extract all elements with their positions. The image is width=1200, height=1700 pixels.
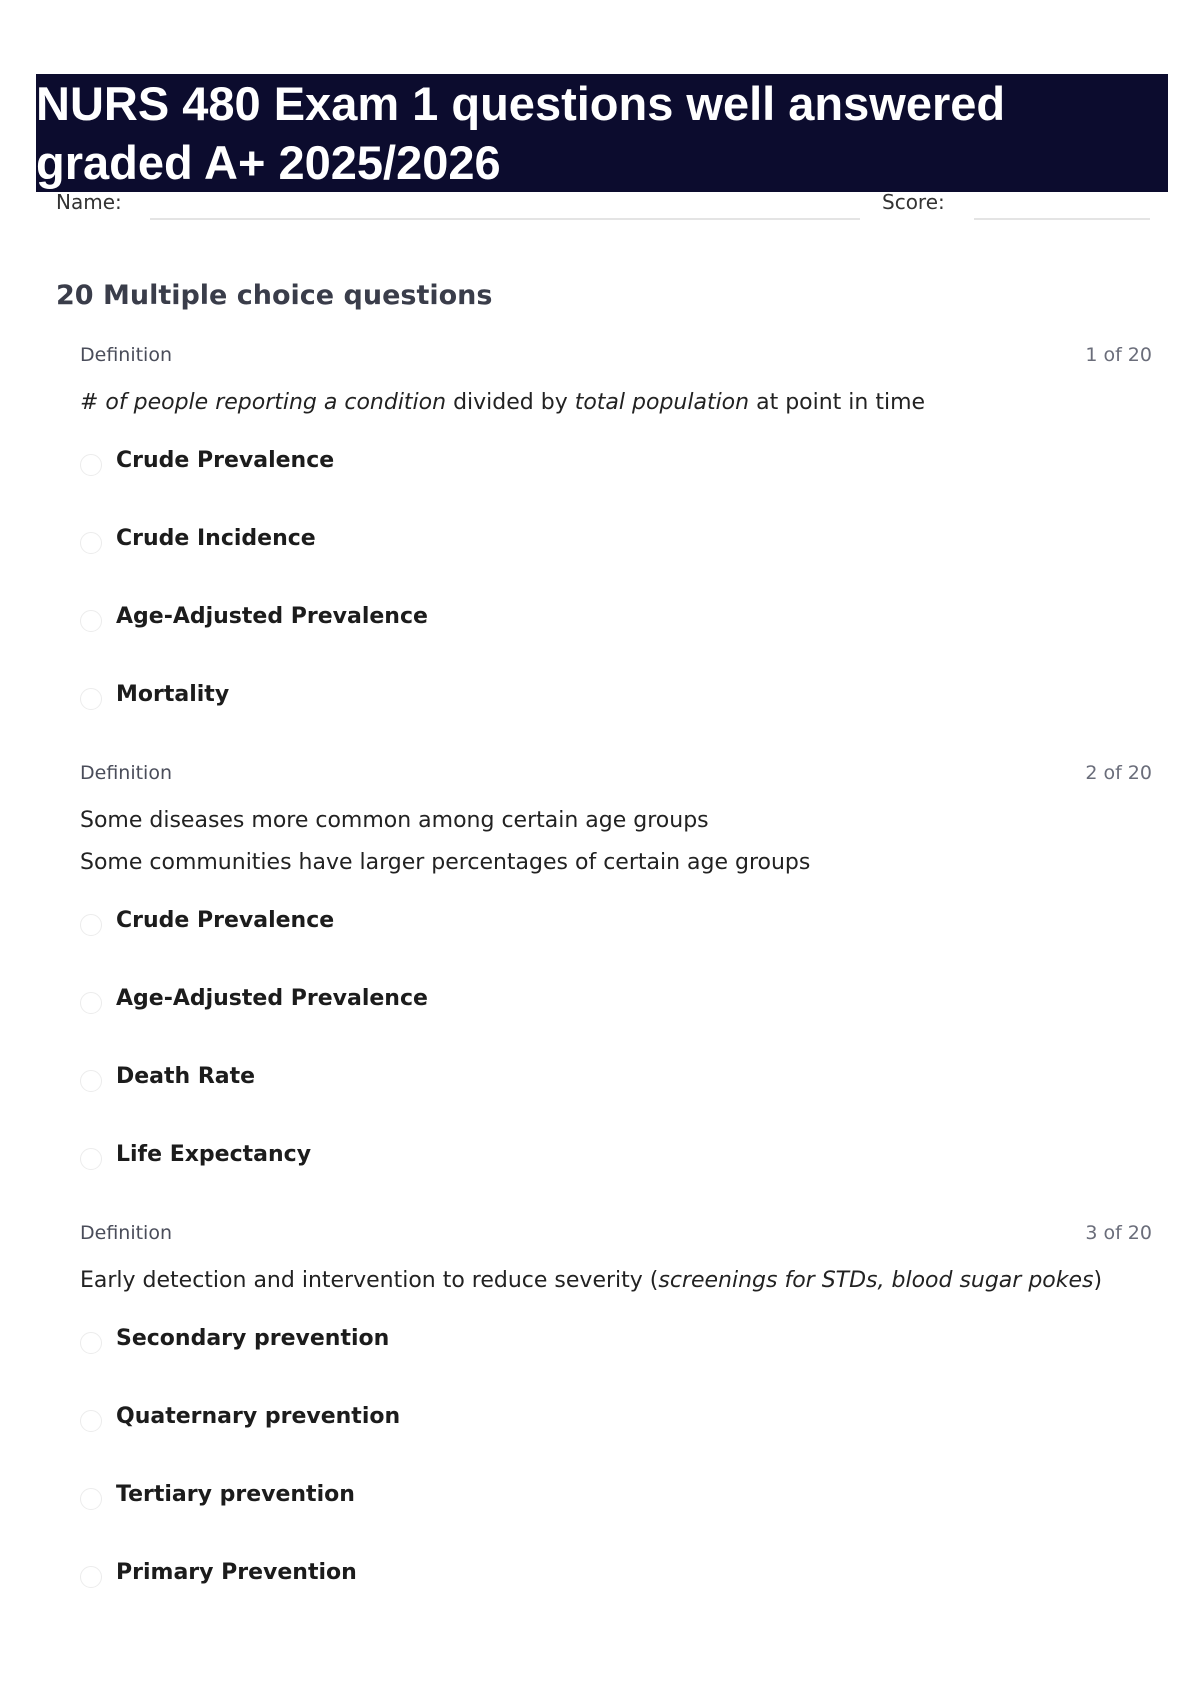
answer-option[interactable] <box>80 1398 1152 1476</box>
question-text-plain: ) <box>1093 1268 1103 1293</box>
question-text-plain: divided by <box>446 390 575 415</box>
score-label: Score: <box>882 190 945 214</box>
answer-options <box>80 1320 1152 1632</box>
answer-option-label: Life Expectancy <box>116 1142 312 1167</box>
radio-button[interactable] <box>80 1488 102 1510</box>
section-heading: 20 Multiple choice questions <box>56 280 493 311</box>
question-text <box>80 1260 1152 1302</box>
answer-option-label: Age-Adjusted Prevalence <box>116 604 428 629</box>
question-text-line: Some communities have larger percentages of certain age groups <box>80 850 811 875</box>
question-counter: 1 of 20 <box>1085 344 1152 366</box>
name-label: Name: <box>56 190 122 214</box>
answer-option-label: Crude Prevalence <box>116 448 335 473</box>
question-label: Definition <box>80 344 173 366</box>
answer-option-label: Secondary prevention <box>116 1326 390 1351</box>
answer-option-label: Mortality <box>116 682 230 707</box>
radio-button[interactable] <box>80 1332 102 1354</box>
answer-option[interactable] <box>80 1058 1152 1136</box>
question-counter: 3 of 20 <box>1085 1222 1152 1244</box>
radio-button[interactable] <box>80 1566 102 1588</box>
question-label: Definition <box>80 1222 173 1244</box>
question-text-italic: total population <box>574 390 750 415</box>
answer-option-label: Death Rate <box>116 1064 256 1089</box>
answer-option[interactable] <box>80 676 1152 754</box>
answer-option[interactable] <box>80 442 1152 520</box>
question-label: Definition <box>80 762 173 784</box>
answer-option-label: Crude Incidence <box>116 526 316 551</box>
question-card <box>80 762 1152 1214</box>
answer-option-label: Primary Prevention <box>116 1560 357 1585</box>
answer-option-label: Crude Prevalence <box>116 908 335 933</box>
score-field[interactable] <box>974 218 1150 220</box>
answer-option[interactable] <box>80 1320 1152 1398</box>
question-card <box>80 344 1152 754</box>
radio-button[interactable] <box>80 1148 102 1170</box>
answer-option[interactable] <box>80 520 1152 598</box>
question-text <box>80 800 1152 884</box>
question-text-italic: # of people reporting a condition <box>80 390 447 415</box>
question-text <box>80 382 1152 424</box>
question-text-italic: screenings for STDs, blood sugar pokes <box>658 1268 1094 1293</box>
answer-option-label: Tertiary prevention <box>116 1482 355 1507</box>
answer-option[interactable] <box>80 980 1152 1058</box>
answer-option[interactable] <box>80 598 1152 676</box>
question-text-plain: at point in time <box>749 390 926 415</box>
answer-option-label: Age-Adjusted Prevalence <box>116 986 428 1011</box>
radio-button[interactable] <box>80 688 102 710</box>
answer-options <box>80 902 1152 1214</box>
document-title: NURS 480 Exam 1 questions well answered graded A+ 2025/2026 <box>36 77 1006 189</box>
radio-button[interactable] <box>80 1070 102 1092</box>
answer-option[interactable] <box>80 1476 1152 1554</box>
radio-button[interactable] <box>80 914 102 936</box>
radio-button[interactable] <box>80 610 102 632</box>
name-score-row <box>56 190 1148 224</box>
radio-button[interactable] <box>80 1410 102 1432</box>
radio-button[interactable] <box>80 992 102 1014</box>
answer-options <box>80 442 1152 754</box>
question-card <box>80 1222 1152 1632</box>
answer-option[interactable] <box>80 1136 1152 1214</box>
answer-option[interactable] <box>80 902 1152 980</box>
answer-option[interactable] <box>80 1554 1152 1632</box>
radio-button[interactable] <box>80 454 102 476</box>
question-text-line: Some diseases more common among certain age groups <box>80 808 709 833</box>
answer-option-label: Quaternary prevention <box>116 1404 401 1429</box>
question-text-plain: Early detection and intervention to reduce severity ( <box>80 1268 659 1293</box>
name-field[interactable] <box>150 218 860 220</box>
question-counter: 2 of 20 <box>1085 762 1152 784</box>
radio-button[interactable] <box>80 532 102 554</box>
title-banner <box>36 74 1168 192</box>
